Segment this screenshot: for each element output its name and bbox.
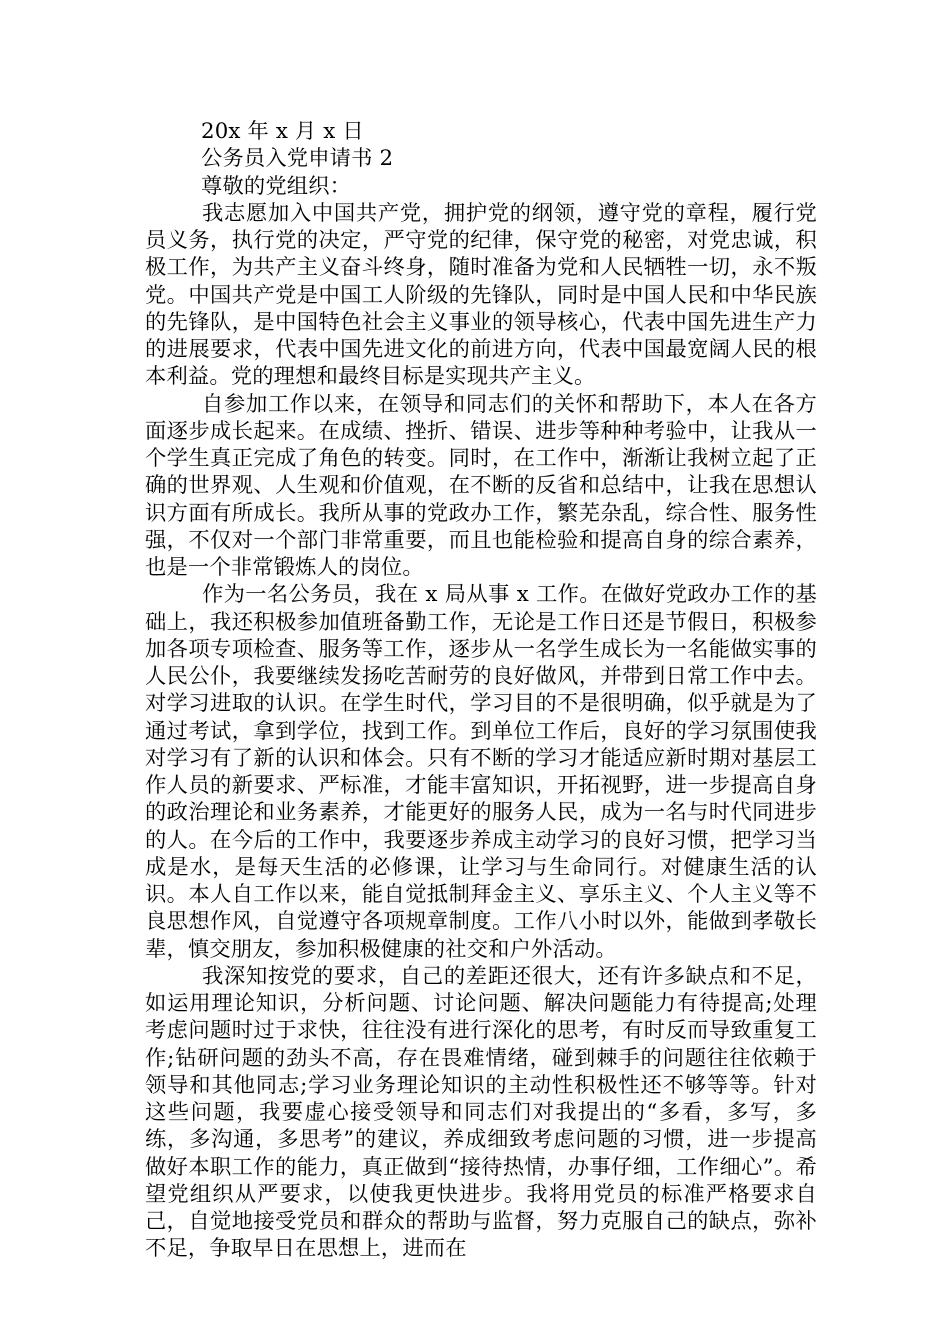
document-title: 公务员入党申请书 2 <box>201 146 394 172</box>
document-page <box>145 118 817 1263</box>
body-paragraph-2: 自参加工作以来，在领导和同志们的关怀和帮助下，本人在各方面逐步成长起来。在成绩、挫折、错误、进步等种种考验中，让我从一个学生真正完成了角色的转变。同时，在工作中，渐渐让我树立起了正确的世界观、人生观和价值观，在不断的反省和总结中，让我在思想认识方面有所成长。我所从事的党政办工作，繁芜杂乱，综合性、服务性强，不仅对一个部门非常重要，而且也能检验和提高自身的综合素养，也是一个非常锻炼人的岗位。 <box>145 391 817 580</box>
body-paragraph-3: 作为一名公务员，我在 x 局从事 x 工作。在做好党政办工作的基础上，我还积极参加值班备勤工作，无论是工作日还是节假日，积极参加各项专项检查、服务等工作，逐步从一名学生成长为一名能做实事的人民公仆，我要继续发扬吃苦耐劳的良好做风，并带到日常工作中去。对学习进取的认识。在学生时代，学习目的不是很明确，似乎就是为了通过考试，拿到学位，找到工作。到单位工作后，良好的学习氛围使我对学习有了新的认识和体会。只有不断的学习才能适应新时期对基层工作人员的新要求、严标准，才能丰富知识，开拓视野，进一步提高自身的政治理论和业务素养，才能更好的服务人民，成为一名与时代同进步的人。在今后的工作中，我要逐步养成主动学习的良好习惯，把学习当成是水，是每天生活的必修课，让学习与生命同行。对健康生活的认识。本人自工作以来，能自觉抵制拜金主义、享乐主义、个人主义等不良思想作风，自觉遵守各项规章制度。工作八小时以外，能做到孝敬长辈，慎交朋友，参加积极健康的社交和户外活动。 <box>145 582 817 962</box>
date-line: 20x 年 x 月 x 日 <box>201 119 364 144</box>
body-paragraph-4: 我深知按党的要求，自己的差距还很大，还有许多缺点和不足，如运用理论知识，分析问题、讨论问题、解决问题能力有待提高;处理考虑问题时过于求快，往往没有进行深化的思考，有时反而导致重复工作;钻研问题的劲头不高，存在畏难情绪，碰到棘手的问题往往依赖于领导和其他同志;学习业务理论知识的主动性积极性还不够等等。针对这些问题，我要虚心接受领导和同志们对我提出的“多看，多写，多练，多沟通，多思考”的建议，养成细致考虑问题的习惯，进一步提高做好本职工作的能力，真正做到“接待热情，办事仔细，工作细心”。希望党组织从严要求，以使我更快进步。我将用党员的标准严格要求自己，自觉地接受党员和群众的帮助与监督，努力克服自己的缺点，弥补不足，争取早日在思想上，进而在 <box>145 963 817 1262</box>
salutation: 尊敬的党组织： <box>201 173 352 199</box>
body-paragraph-1: 我志愿加入中国共产党，拥护党的纲领，遵守党的章程，履行党员义务，执行党的决定，严守党的纪律，保守党的秘密，对党忠诚，积极工作，为共产主义奋斗终身，随时准备为党和人民牺牲一切，永不叛党。中国共产党是中国工人阶级的先锋队，同时是中国人民和中华民族的先锋队，是中国特色社会主义事业的领导核心，代表中国先进生产力的进展要求，代表中国先进文化的前进方向，代表中国最宽阔人民的根本利益。党的理想和最终目标是实现共产主义。 <box>145 200 817 390</box>
